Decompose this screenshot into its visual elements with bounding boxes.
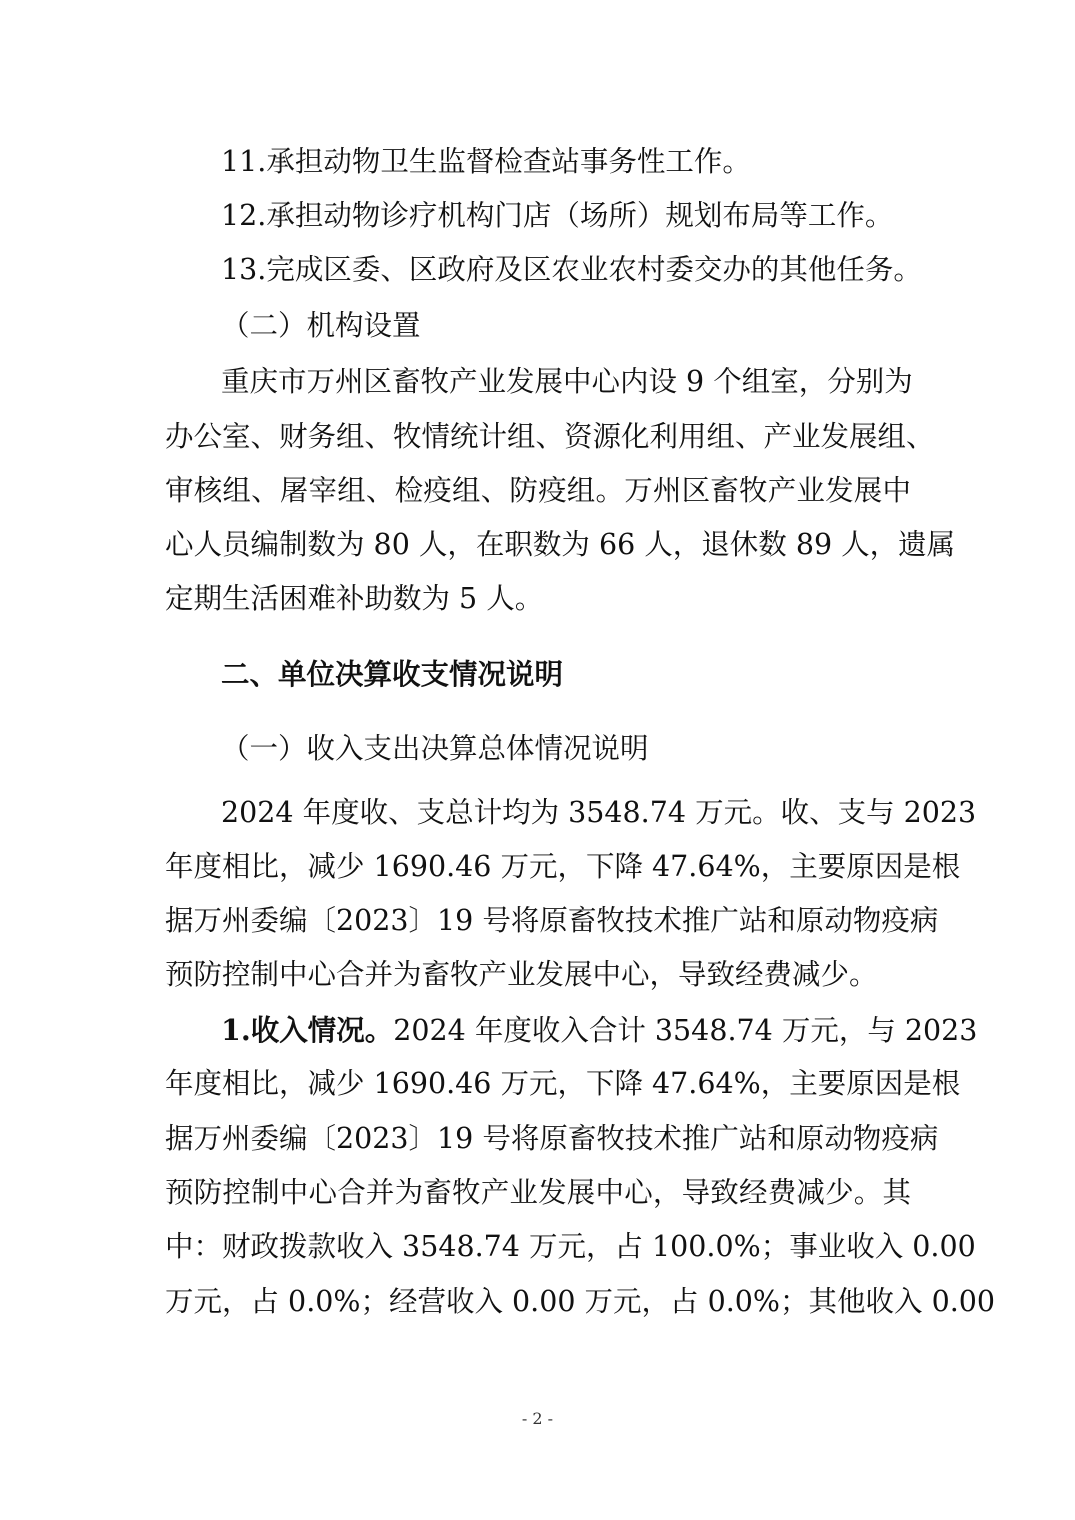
section-org-title: （二）机构设置 — [221, 309, 421, 342]
para2-line-4: 预防控制中心合并为畜牧产业发展中心，导致经费减少。其 — [165, 1176, 911, 1209]
section-two-subtitle: （一）收入支出决算总体情况说明 — [221, 732, 649, 765]
para2-line-3: 据万州委编〔2023〕19 号将原畜牧技术推广站和原动物疫病 — [165, 1122, 939, 1155]
para1-line-2: 年度相比，减少 1690.46 万元，下降 47.64%，主要原因是根 — [165, 850, 961, 883]
item-11: 11.承担动物卫生监督检查站事务性工作。 — [221, 145, 751, 178]
para2-line-1 — [221, 1013, 978, 1047]
para1-line-4: 预防控制中心合并为畜牧产业发展中心，导致经费减少。 — [165, 958, 878, 991]
org-line-1: 重庆市万州区畜牧产业发展中心内设 9 个组室，分别为 — [221, 365, 913, 398]
item-13: 13.完成区委、区政府及区农业农村委交办的其他任务。 — [221, 253, 922, 286]
para2-first-rest: 2024 年度收入合计 3548.74 万元，与 2023 — [393, 1014, 978, 1047]
page-number: - 2 - — [521, 1409, 554, 1428]
section-two-title: 二、单位决算收支情况说明 — [221, 658, 564, 691]
item-12: 12.承担动物诊疗机构门店（场所）规划布局等工作。 — [221, 199, 894, 232]
org-line-3: 审核组、屠宰组、检疫组、防疫组。万州区畜牧产业发展中 — [165, 474, 911, 507]
org-line-4: 心人员编制数为 80 人，在职数为 66 人，退休数 89 人，遗属 — [165, 528, 956, 561]
para2-line-5: 中：财政拨款收入 3548.74 万元，占 100.0%；事业收入 0.00 — [165, 1230, 976, 1263]
para2-line-6: 万元，占 0.0%；经营收入 0.00 万元，占 0.0%；其他收入 0.00 — [165, 1285, 996, 1318]
org-line-5: 定期生活困难补助数为 5 人。 — [165, 582, 544, 615]
para1-line-3: 据万州委编〔2023〕19 号将原畜牧技术推广站和原动物疫病 — [165, 904, 939, 937]
org-line-2: 办公室、财务组、牧情统计组、资源化利用组、产业发展组、 — [165, 420, 935, 453]
para2-line-2: 年度相比，减少 1690.46 万元，下降 47.64%，主要原因是根 — [165, 1067, 961, 1100]
para1-line-1: 2024 年度收、支总计均为 3548.74 万元。收、支与 2023 — [221, 796, 977, 829]
para2-lead: 1.收入情况。 — [221, 1013, 394, 1047]
